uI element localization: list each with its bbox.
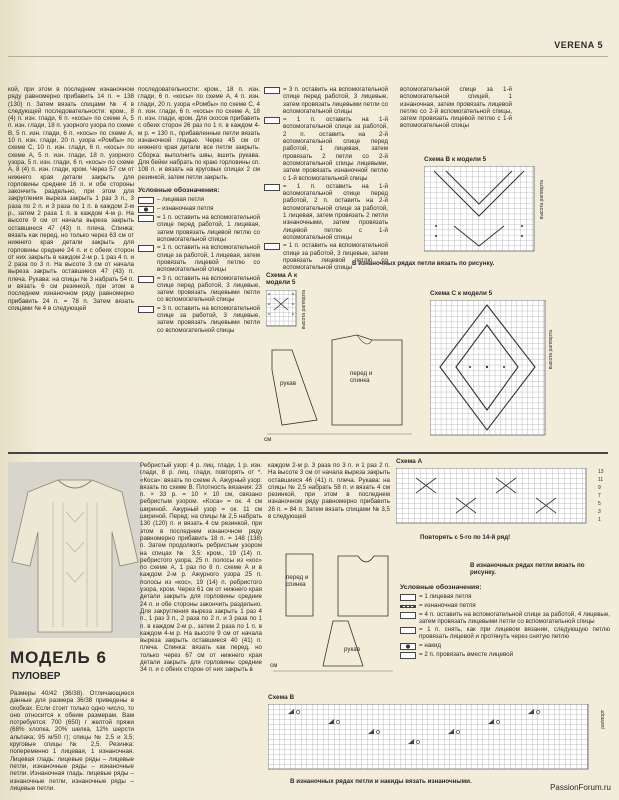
model5-text-col2 xyxy=(138,86,260,444)
legend1-item: = 1 п. оставить на вспомогательной спице перед работой, 1 лицевая, затем провязать лицевой петлю со вспомогательной спицы xyxy=(138,214,260,243)
knit-stitch-symbol xyxy=(138,197,154,204)
legend1-item: = 3 п. оставить на вспомогательной спице за работой, 3 лицевые, затем провязать лицевыми петли со вспомогательной спицы xyxy=(138,305,260,334)
model6-instructions-cont: каждом 2-м р. 3 раза по 3 п. и 1 раз 2 п. На высоте 3 см от начала выреза закрыть оставшиеся 46 (41) п. плеча. Рукава: на спицы № 2,5 набрать 58 п. и вязать 4 см резинкой, при этом в последнем изнаночном ряду равномерно прибавить 26 п. = 84 п. Затем вязать спицами № 3,5 в следующей xyxy=(268,462,390,521)
legend2-item: = изнаночная петля xyxy=(400,602,610,609)
legend1-item: – лицевая петля xyxy=(138,196,260,204)
model5-instructions-2: последовательности: кром., 18 п. изн. глади, 6 п. «косы» по схеме А, 4 п. изн. глади, 20 п. узора «Ромбы» по схеме С, 4 п. изн. глади, 6 п. «косы» по схеме А, 18 п. изн. глади, кром. Для скосов прибавить с обеих сторон 26 раз по 1 п. в каждом 4-м р. = 130 п., прибавленные петли вязать изнаночной гладью. Через 45 см от нижнего края детали все петли закрыть. Сборка: выполнить швы, вшить рукава. Для бейки набрать по краю горловины сп. 108 п. и вязать на круговых спицах 2 см резинкой, затем петли закрыть. xyxy=(138,86,260,181)
model6-instructions: Ребристый узор: 4 р. лиц. глади, 1 р. изн. глади, 8 р. лиц. глади, повторять от *. «Коса»: вязать по схеме А. Ажурный узор: вязать по схеме В. Плотность вязания: 23 п. × 33 р. = 10 × 10 см, связано ребристым узором. «Коса» = ок. 4 см шириной. Ажурный узор = ок. 11 см шириной. Перед: на спицы № 2,5 набрать 130 (120) п. и вязать 4 см резинкой, при этом в последнем изнаночном ряду равномерно прибавить 18 п. = 148 (138) п. Затем продолжить ребристым узором на спицах № 3,5: кром., 19 (14) п. ребристого узора, 25 п. полосы из «кос» по схеме А, 1 раз по 8 п. схеме А и в каждом 2-м р. Ажурного узора 25 п. полосы из «кос», 19 (14) п. ребристого узора, кром. Через 61 см от нижнего края детали закрыть для горловины средние 24 п. и обе стороны закончить раздельно. Для закругления выреза закрыть 1 раз 4 п., 1 раз 3 п., 2 раза по 2 п. и 3 раза по 1 п. в каждом 2-м р., затем 2 раза по 1 п. в каждом 4-м р. На высоте 9 см от начала выреза закрыть оставшиеся 40 (41) п. плеча. Спинка: вязать как перед, но только через 67 см от нижнего края детали закрыть для горловины средние 34 п. и с обеих сторон от них закрыть в xyxy=(140,462,262,674)
repeat-note: Повторять с 5-го по 14-й ряд! xyxy=(420,534,511,541)
watermark: PassionForum.ru xyxy=(550,783,611,792)
scheme-b6-note: В изнаночных рядах петли и накиды вязать изнаночными. xyxy=(290,778,472,785)
scheme-b-grid xyxy=(424,166,548,252)
legend2-item: = 1 лицевая петля xyxy=(400,593,610,601)
page-header xyxy=(554,40,603,50)
diagram6-front-label: перед и спинка xyxy=(286,574,309,588)
diagram6-sleeve-label: рукав xyxy=(344,646,361,653)
legend2-item: = 2 п. провязать вместе лицевой xyxy=(400,651,610,659)
scheme-a-grid xyxy=(266,290,302,328)
legend1-item: = 3 п. оставить на вспомогательной спице перед работой, 3 лицевые, затем провязать лицевыми петли со вспомогательной спицы xyxy=(138,275,260,304)
model5-text-col1 xyxy=(8,86,134,444)
model6-text-col2 xyxy=(140,462,262,792)
scheme-b6-grid xyxy=(268,704,598,774)
scheme-b-title: Схема В к модели 5 xyxy=(424,156,487,163)
cable-symbol xyxy=(400,612,416,619)
scheme-c-title: Схема С к модели 5 xyxy=(430,290,493,297)
scheme-b-rapport-label: высота раппорта xyxy=(539,180,545,220)
scheme-a6-purl-note: В изнаночных рядах петли вязать по рисунку. xyxy=(470,562,585,576)
scheme-note: В изнаночных рядах петли вязать по рисунку. xyxy=(352,260,495,267)
scheme-a6-title: Схема А xyxy=(396,458,423,465)
legend2 xyxy=(400,582,610,692)
model5-instructions-1: кой, при этом в последнем изнаночном ряду равномерно прибавить 14 п. = 138 (130) п. Затем вязать спицами № 4 в следующей последовательности: кром., 8 (4) п. изн. глади, 6 п. «косы» по схеме А, 5 п. изн. глади, 18 п. узорного узора по схеме В, 5 п. изн. глади, 6 п. «косы» по схеме А, 10 п. изн. глади, 20 п. узора «Ромбы» по схеме С, 10 п. изн. глади, 6 п. «косы» по схеме А, 5 п. изн. глади, 18 п. узорного узора, 5 п. изн. глади, 6 п. «косы» по схеме А, 8 (4) п. изн. глади, кром. Через 57 см от нижнего края детали закрыть для горловины средние 16 п. и обе стороны закончить раздельно, при этом для закругления выреза закрыть 1 раз 3 п., 3 раза по 2 п. и 3 раза по 1 п. в каждом 2-м р., затем 2 раза 1 п. в каждом 4-м р. На высоте 9 см от начала выреза закрыть оставшиеся 47 (43) п. плеча. Спинка: вязать как перед, но только через 63 см от нижнего края детали закрыть для горловины средние 24 п. и с обеих сторон от них закрыть в каждом 2-м р. 1 раз 4 п. и 2 раза по 3 п. На высоте 3 см от начала выреза закрыть оставшиеся 47 (43) п. плеча. Рукава: на спицы № 3 набрать 54 п. и вязать 6 см резинкой, при этом в последнем изнаночном ряду равномерно прибавить 24 п. = 78 п. Затем вязать спицами № 4 в следующей xyxy=(8,86,134,312)
model6-text-col1 xyxy=(10,690,134,792)
legend1-title: Условные обозначения: xyxy=(138,186,220,194)
legend2-item: = 4 п. оставить на вспомогательной спице за работой, 4 лицевые, затем провязать лицевыми петли со вспомогательной спицы xyxy=(400,611,610,626)
model-subtitle: ПУЛОВЕР xyxy=(12,671,61,682)
header-rule xyxy=(8,56,608,57)
legend-cont-text: вспомогательной спице за 1-й вспомогательной спицей, 1 изнаночная, затем провязать лицевой петлю со 2-й вспомогательной спицы, затем провязать лицевой петлю с 1-й вспомогательной спицы xyxy=(400,86,512,130)
header-page-number: 5 xyxy=(597,40,603,50)
cable-symbol xyxy=(264,243,280,250)
model5-schematic xyxy=(262,330,422,450)
diagram5-sleeve-label: рукав xyxy=(280,380,297,387)
legend-cont-item: = 1 п. оставить на 1-й вспомогательной спице перед работой, 2 п. оставить на 2-й вспомогательной спице за работой, 1 лицевая, затем провязать 2 петли изнаночными, затем провязать лицевой петлю с 1-й вспомогательной спицы xyxy=(264,183,388,241)
knit-stitch-symbol xyxy=(400,594,416,601)
legend2-item: = 1 п. снять, как при лицевом вязании, следующую петлю провязать лицевой и протянуть через снятую петлю xyxy=(400,626,610,641)
cross-right-symbol xyxy=(138,245,154,252)
row-number: 11 xyxy=(598,477,604,483)
model-title: МОДЕЛЬ 6 xyxy=(10,648,107,667)
scheme-a6-grid xyxy=(396,468,596,528)
cable-symbol xyxy=(264,87,280,94)
legend-cont-item: = 1 п. оставить на вспомогательной спице за работой, 3 лицевые, затем провязать лицевой петлю со вспомогательной спицы xyxy=(264,242,388,271)
model6-schematic xyxy=(268,546,398,676)
header-title: VERENA xyxy=(554,40,595,50)
section-separator xyxy=(8,452,608,454)
slip-stitch-symbol xyxy=(400,627,416,634)
row-number: 3 xyxy=(598,509,601,515)
legend-cont-item: = 3 п. оставить на вспомогательной спице перед работой, 3 лицевые, затем провязать лицевыми петли со вспомогательной спицы xyxy=(264,86,388,115)
model6-materials: Размеры 40/42 (36/38). Отличающиеся данные для размера 36/38 приведены в скобках. Если стоит только одно число, то оно относится к обеим размерам. Вам потребуется: 700 (650) г желтой пряжи (68% хлопка, 20% шелка, 12% шерсти альпака; 95 м/50 г); спицы № 2,5 и 3,5; круговые спицы № 2,5. Резинка: попеременно 1 лицевая, 1 изнаночная. Лицевая гладь: лицевые ряды – лицевые петли, изнаночные ряды – изнаночные петли. Изнаночная гладь: лицевые ряды – изнаночные петли, изнаночные ряды – лицевые петли. xyxy=(10,690,134,792)
sweater-photo xyxy=(8,462,142,638)
purl-stitch-symbol xyxy=(400,605,416,608)
row-number: 5 xyxy=(598,501,601,507)
row-number: 1 xyxy=(598,517,601,523)
legend1-item: = 1 п. оставить на вспомогательной спице за работой, 1 лицевая, затем провязать лицевой петлю со вспомогательной спицы xyxy=(138,244,260,273)
scheme-c-rapport-label: высота раппорта xyxy=(548,330,554,370)
legend-cont-item: = 1 п. оставить на 1-й вспомогательной спице за работой, 2 п. оставить на 2-й вспомогательной спице перед работой, 1 лицевая, затем провязать 2 петли со 2-й вспомогательной спицы лицевыми, затем провязать изнаночной петлю с 1-й вспомогательной спицы xyxy=(264,116,388,182)
scheme-a-rapport-label: высота раппорта xyxy=(301,290,307,330)
cable-symbol xyxy=(264,117,280,124)
purl-stitch-symbol xyxy=(138,206,154,213)
k2tog-symbol xyxy=(400,652,416,659)
scheme-a-title: Схема А к модели 5 xyxy=(266,272,298,286)
yarn-over-symbol xyxy=(400,643,416,650)
model5-legend-col4 xyxy=(400,86,512,150)
cross-left-symbol xyxy=(138,215,154,222)
scheme-b6-title: Схема В xyxy=(268,694,295,701)
scheme-c-grid xyxy=(430,300,560,440)
legend2-item: = накид xyxy=(400,642,610,650)
legend2-title: Условные обозначения: xyxy=(400,584,482,591)
legend1-item: – изнаночная петля xyxy=(138,205,260,213)
diagram6-cm-label: см xyxy=(270,662,278,669)
diagram5-front-label: перед и спинка xyxy=(350,370,373,384)
row-number: 9 xyxy=(598,485,601,491)
row-number: 7 xyxy=(598,493,601,499)
row-number: 13 xyxy=(598,469,604,475)
cable-front-symbol xyxy=(138,276,154,283)
scheme-a6-rows xyxy=(598,468,604,524)
cable-back-symbol xyxy=(138,306,154,313)
cable-symbol xyxy=(264,184,280,191)
diagram5-cm-label: см xyxy=(264,436,272,443)
model6-text-col3 xyxy=(268,462,390,544)
scheme-b6-rapport-label: раппорт xyxy=(600,710,606,729)
